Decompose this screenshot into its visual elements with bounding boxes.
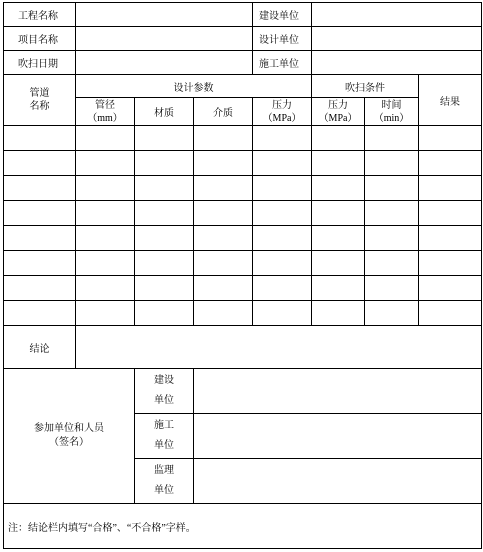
supervision-sign-line2: 单位 [154, 485, 174, 496]
purge-record-form [3, 2, 481, 550]
table-cell[interactable] [76, 126, 135, 151]
pipeline-header-line1: 管道 [29, 88, 50, 99]
pipeline-header-line2: 名称 [29, 101, 50, 112]
table-cell[interactable] [135, 276, 194, 301]
table-cell[interactable] [253, 301, 312, 326]
table-cell[interactable] [4, 126, 76, 151]
purge-date-label: 吹扫日期 [4, 51, 76, 75]
table-cell[interactable] [253, 226, 312, 251]
header-row-2 [4, 27, 482, 51]
table-cell[interactable] [419, 276, 482, 301]
table-cell[interactable] [4, 276, 76, 301]
table-cell[interactable] [4, 301, 76, 326]
table-cell[interactable] [194, 151, 253, 176]
table-row [4, 126, 482, 151]
table-cell[interactable] [365, 226, 419, 251]
purge-conditions-header: 吹扫条件 [312, 75, 419, 98]
table-cell[interactable] [4, 201, 76, 226]
table-cell[interactable] [253, 151, 312, 176]
table-cell[interactable] [135, 201, 194, 226]
medium-header: 介质 [194, 98, 253, 126]
table-cell[interactable] [135, 151, 194, 176]
participants-label-line2: （签名） [49, 437, 89, 448]
table-cell[interactable] [135, 226, 194, 251]
purge-time-line1: 时间 [381, 99, 402, 111]
table-row [4, 276, 482, 301]
table-cell[interactable] [419, 126, 482, 151]
diameter-header [76, 98, 135, 126]
table-cell[interactable] [194, 251, 253, 276]
supervision-unit-sign-label [135, 459, 194, 504]
table-cell[interactable] [312, 251, 365, 276]
table-cell[interactable] [253, 201, 312, 226]
form-note: 注：结论栏内填写“合格”、“不合格”字样。 [4, 504, 482, 549]
table-cell[interactable] [312, 276, 365, 301]
table-cell[interactable] [135, 126, 194, 151]
table-cell[interactable] [135, 251, 194, 276]
table-row [4, 176, 482, 201]
supervision-unit-signature-field[interactable] [194, 459, 482, 504]
build-sign-line1: 建设 [154, 375, 174, 386]
table-cell[interactable] [4, 251, 76, 276]
table-cell[interactable] [76, 301, 135, 326]
table-cell[interactable] [419, 226, 482, 251]
project-name-label: 工程名称 [4, 3, 76, 27]
table-cell[interactable] [76, 251, 135, 276]
table-cell[interactable] [4, 226, 76, 251]
design-unit-label: 设计单位 [253, 27, 312, 51]
table-cell[interactable] [419, 151, 482, 176]
pipeline-name-header [4, 75, 76, 126]
table-cell[interactable] [253, 276, 312, 301]
purge-time-line2: （min） [373, 112, 410, 124]
construction-unit-label: 施工单位 [253, 51, 312, 75]
design-pressure-line1: 压力 [272, 99, 293, 111]
table-cell[interactable] [312, 226, 365, 251]
table-cell[interactable] [194, 126, 253, 151]
diameter-header-line2: （mm） [87, 112, 123, 124]
table-row [4, 226, 482, 251]
participants-label [4, 369, 135, 504]
project-name-field[interactable] [76, 3, 253, 27]
design-unit-field[interactable] [312, 27, 482, 51]
table-cell[interactable] [365, 251, 419, 276]
material-header: 材质 [135, 98, 194, 126]
purge-time-header [365, 98, 419, 126]
build-unit-sign-label [135, 369, 194, 414]
table-cell[interactable] [135, 301, 194, 326]
table-cell[interactable] [253, 251, 312, 276]
table-cell[interactable] [365, 301, 419, 326]
table-cell[interactable] [312, 126, 365, 151]
table-cell[interactable] [365, 176, 419, 201]
table-cell[interactable] [135, 176, 194, 201]
table-cell[interactable] [76, 201, 135, 226]
design-pressure-line2: （MPa） [262, 112, 302, 124]
table-cell[interactable] [312, 301, 365, 326]
column-header-row-1 [4, 75, 482, 98]
table-row [4, 201, 482, 226]
table-cell[interactable] [76, 226, 135, 251]
construction-unit-signature-field[interactable] [194, 414, 482, 459]
column-header-row-2 [4, 98, 482, 126]
table-row [4, 301, 482, 326]
build-sign-line2: 单位 [154, 395, 174, 406]
conclusion-field[interactable] [76, 326, 482, 369]
table-cell[interactable] [253, 176, 312, 201]
table-cell[interactable] [419, 201, 482, 226]
header-row-3 [4, 51, 482, 75]
purge-pressure-line2: （MPa） [318, 112, 358, 124]
table-cell[interactable] [76, 176, 135, 201]
table-cell[interactable] [4, 176, 76, 201]
table-cell[interactable] [419, 176, 482, 201]
conclusion-row [4, 326, 482, 369]
build-unit-label: 建设单位 [253, 3, 312, 27]
table-cell[interactable] [419, 301, 482, 326]
construction-unit-sign-label [135, 414, 194, 459]
table-cell[interactable] [76, 151, 135, 176]
purge-pressure-line1: 压力 [328, 99, 349, 111]
purge-pressure-header [312, 98, 365, 126]
table-cell[interactable] [365, 201, 419, 226]
table-cell[interactable] [194, 201, 253, 226]
header-row-1 [4, 3, 482, 27]
construction-sign-line2: 单位 [154, 440, 174, 451]
result-header: 结果 [419, 75, 482, 126]
item-name-field[interactable] [76, 27, 253, 51]
supervision-sign-line1: 监理 [154, 465, 174, 476]
table-cell[interactable] [194, 301, 253, 326]
design-params-header: 设计参数 [76, 75, 312, 98]
table-cell[interactable] [365, 276, 419, 301]
design-pressure-header [253, 98, 312, 126]
table-cell[interactable] [365, 126, 419, 151]
table-cell[interactable] [365, 151, 419, 176]
participants-label-line1: 参加单位和人员 [34, 423, 104, 434]
table-cell[interactable] [194, 226, 253, 251]
table-cell[interactable] [312, 201, 365, 226]
table-cell[interactable] [194, 176, 253, 201]
table-row [4, 151, 482, 176]
purge-record-table [3, 2, 482, 549]
table-cell[interactable] [312, 176, 365, 201]
table-cell[interactable] [419, 251, 482, 276]
table-row [4, 251, 482, 276]
signature-row-build [4, 369, 482, 414]
purge-date-field[interactable] [76, 51, 253, 75]
diameter-header-line1: 管径 [95, 99, 115, 111]
table-cell[interactable] [76, 276, 135, 301]
construction-sign-line1: 施工 [154, 420, 174, 431]
build-unit-field[interactable] [312, 3, 482, 27]
note-row [4, 504, 482, 549]
construction-unit-field[interactable] [312, 51, 482, 75]
table-cell[interactable] [4, 151, 76, 176]
build-unit-signature-field[interactable] [194, 369, 482, 414]
item-name-label: 项目名称 [4, 27, 76, 51]
table-cell[interactable] [194, 276, 253, 301]
conclusion-label: 结论 [4, 326, 76, 369]
table-cell[interactable] [253, 126, 312, 151]
table-cell[interactable] [312, 151, 365, 176]
